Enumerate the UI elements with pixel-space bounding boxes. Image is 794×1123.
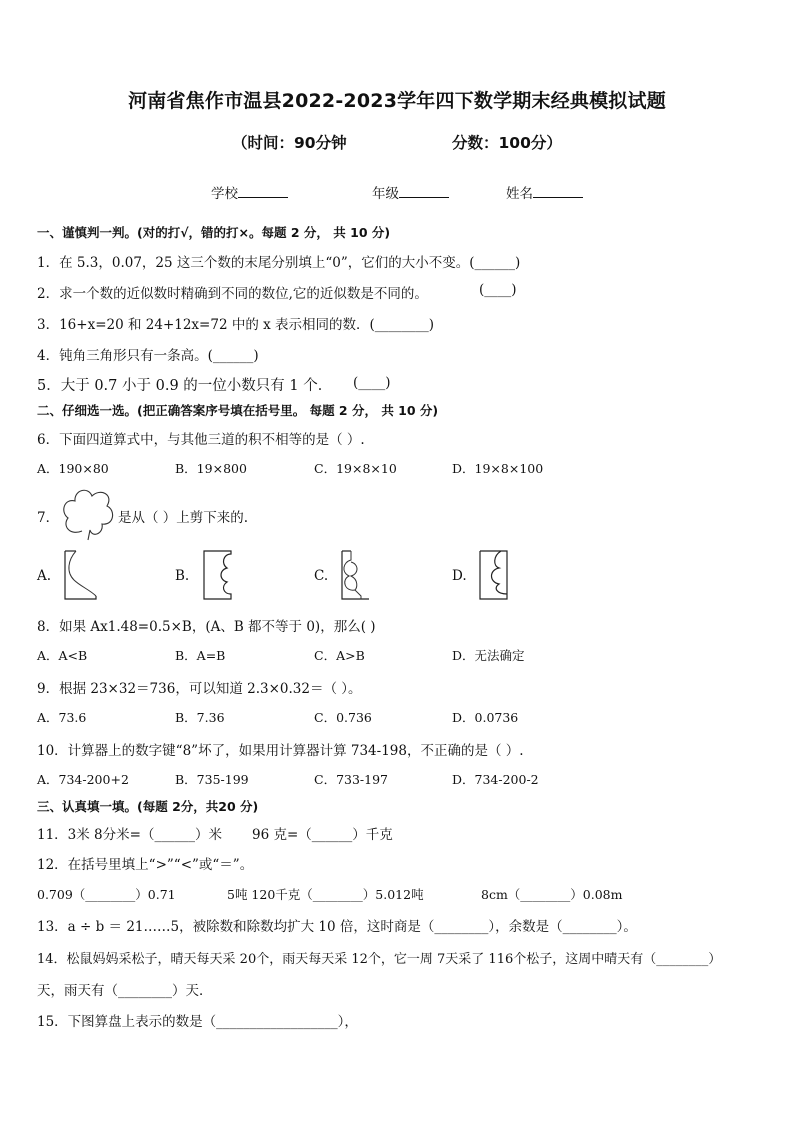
q8-option-b[interactable]: B．A=B [175,648,226,663]
question-7-number: 7． [37,510,60,526]
q10-option-d[interactable]: D．734-200-2 [452,772,539,787]
school-blank[interactable] [238,183,288,198]
question-12-part-a: 0.709（________）0.71 [37,887,176,902]
q6-option-a[interactable]: A．190×80 [37,461,109,476]
q9-option-c[interactable]: C．0.736 [314,710,372,725]
paper-cut-shape-figure [60,486,116,542]
name-field[interactable] [506,182,583,202]
page-title: 河南省焦作市温县2022-2023学年四下数学期末经典模拟试题 [128,90,666,112]
q7-option-b-figure[interactable] [203,550,233,600]
q10-option-c[interactable]: C．733-197 [314,772,389,787]
question-5: 5．大于 0.7 小于 0.9 的一位小数只有 1 个． [37,378,333,394]
q9-option-d[interactable]: D．0.0736 [452,710,519,725]
question-14-line-1: 14．松鼠妈妈采松子，晴天每天采 20个，雨天每天采 12个，它一周 7天采了 116个松子，这周中晴天有（________） [37,952,722,967]
question-2: 2．求一个数的近似数时精确到不同的数位,它的近似数是不同的。 [37,286,428,302]
q10-option-b[interactable]: B．735-199 [175,772,249,787]
q8-option-d[interactable]: D．无法确定 [452,648,525,663]
q8-option-a[interactable]: A．A<B [37,648,88,663]
question-6: 6．下面四道算式中，与其他三道的积不相等的是（ ）. [37,432,365,448]
q8-option-c[interactable]: C．A>B [314,648,365,663]
q9-option-b[interactable]: B．7.36 [175,710,225,725]
question-4: 4．钝角三角形只有一条高。(______) [37,348,259,364]
q7-option-b-label[interactable]: B. [175,568,190,584]
section-1-heading: 一、谨慎判一判。(对的打√，错的打×。每题 2 分， 共 10 分) [37,225,391,240]
name-label: 姓名 [506,186,533,202]
q7-option-c-figure[interactable] [341,550,371,600]
question-12-part-c: 8cm（________）0.08m [481,887,623,902]
q7-option-d-figure[interactable] [479,550,509,600]
question-15: 15．下图算盘上表示的数是（__________________）， [37,1014,358,1030]
q7-option-a-label[interactable]: A. [37,568,52,584]
q7-option-c-label[interactable]: C. [314,568,329,584]
q7-option-d-label[interactable]: D. [452,568,467,584]
question-2-answer-blank[interactable]: (____) [479,282,517,298]
question-9: 9．根据 23×32＝736，可以知道 2.3×0.32＝（ ）。 [37,681,362,697]
school-field[interactable] [211,182,288,202]
exam-score: 分数：100分） [452,134,562,152]
question-7: 是从（ ）上剪下来的. [118,510,249,526]
exam-time: （时间：90分钟 [232,134,347,152]
question-1: 1．在 5.3，0.07，25 这三个数的末尾分别填上“0”，它们的大小不变。(______) [37,255,521,271]
question-11-part-b: 96 克=（______）千克 [252,827,393,843]
q9-option-a[interactable]: A．73.6 [37,710,87,725]
q7-option-a-figure[interactable] [62,550,98,600]
q10-option-a[interactable]: A．734-200+2 [37,772,129,787]
q6-option-d[interactable]: D．19×8×100 [452,461,544,476]
question-14-line-2: 天，雨天有（________）天． [37,983,213,999]
section-3-heading: 三、认真填一填。(每题 2分，共20 分) [37,799,259,814]
question-11-part-a: 11．3米 8分米=（______）米 [37,827,222,843]
grade-label: 年级 [372,186,399,202]
question-3: 3．16+x=20 和 24+12x=72 中的 x 表示相同的数．(________) [37,317,435,333]
q6-option-b[interactable]: B．19×800 [175,461,247,476]
question-13: 13．a ÷ b ＝ 21……5，被除数和除数均扩大 10 倍，这时商是（________），余数是（________）。 [37,919,637,935]
question-5-answer-blank[interactable]: (____) [353,375,391,391]
q6-option-c[interactable]: C．19×8×10 [314,461,397,476]
question-8: 8．如果 Ax1.48=0.5×B，(A、B 都不等于 0)，那么( ) [37,619,376,635]
grade-blank[interactable] [399,183,449,198]
grade-field[interactable] [372,182,449,202]
school-label: 学校 [211,186,238,202]
name-blank[interactable] [533,183,583,198]
question-10: 10．计算器上的数字键“8”坏了，如果用计算器计算 734-198，不正确的是（ ）. [37,743,524,759]
question-12: 12．在括号里填上“>”“<”或“＝”。 [37,857,254,873]
question-12-part-b: 5吨 120千克（________）5.012吨 [227,887,424,902]
section-2-heading: 二、仔细选一选。(把正确答案序号填在括号里。 每题 2 分， 共 10 分) [37,403,439,418]
